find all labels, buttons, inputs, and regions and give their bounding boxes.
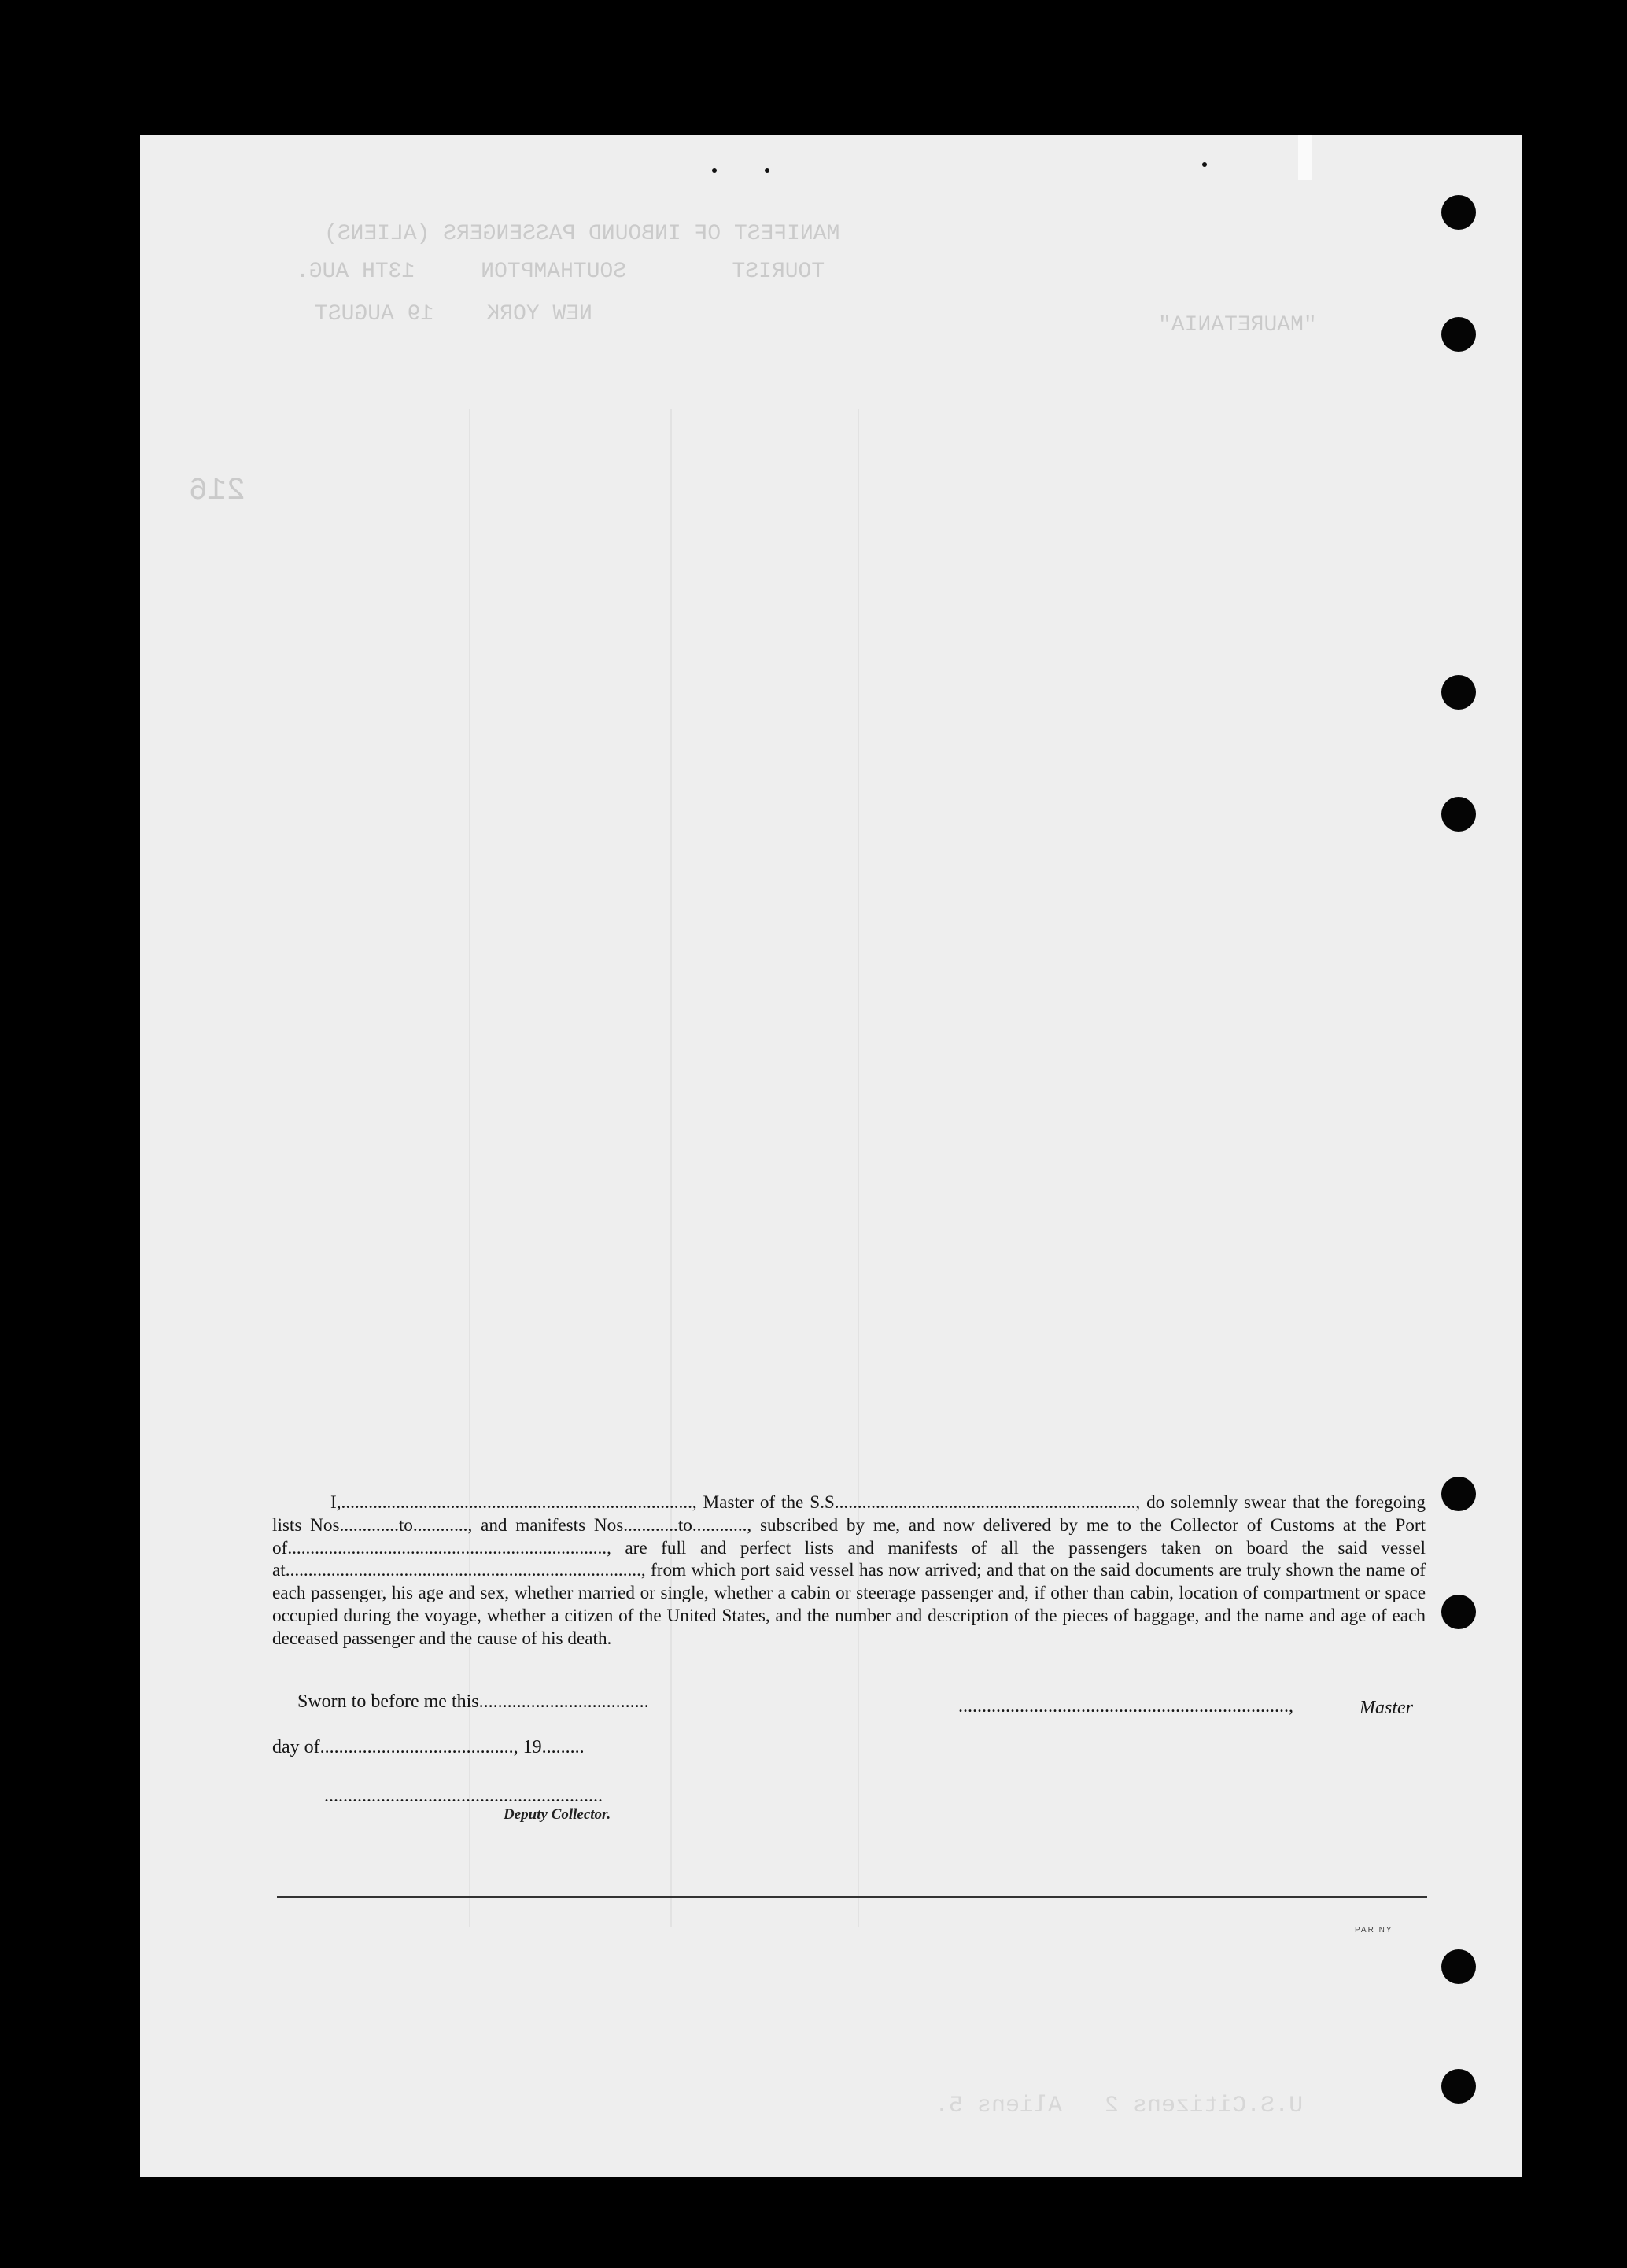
binder-hole <box>1441 675 1476 710</box>
printer-stamp: PAR NY <box>1355 1926 1393 1934</box>
binder-hole <box>1441 1595 1476 1629</box>
binder-hole <box>1441 2069 1476 2104</box>
bleed-through-ship: "MAURETANIA" <box>1158 313 1317 337</box>
bleed-through-header: TOURIST SOUTHAMPTON 13TH AUG. <box>296 260 825 284</box>
master-signature-line: ......................................................................, <box>958 1696 1298 1717</box>
paper-tear <box>1298 135 1312 180</box>
binder-hole <box>1441 317 1476 352</box>
bottom-rule <box>277 1896 1427 1898</box>
column-line <box>858 409 859 1927</box>
deputy-signature-line: ........................................................... <box>324 1786 603 1806</box>
day-of-line: day of........................................., 19......... <box>272 1737 585 1757</box>
bleed-through-header: NEW YORK 19 AUGUST <box>315 302 592 326</box>
binder-hole <box>1441 1477 1476 1511</box>
bleed-through-page-number: 216 <box>189 474 246 509</box>
ink-speck <box>1202 162 1207 167</box>
ink-speck <box>712 168 717 173</box>
bleed-through-footer: U.S.Citizens 2 Aliens 5. <box>935 2093 1304 2119</box>
deputy-collector-label: Deputy Collector. <box>504 1806 611 1823</box>
sworn-line: Sworn to before me this.................................... <box>297 1691 649 1712</box>
oath-text: I,............................................................................., Master of the S.S.................................................................., do solemnly swear that the foregoing lists Nos.............to............, and manifests Nos............to............, subscribed by me, and now delivered by me to the Collector of Customs at the Port of......................................................................, are full and perfect lists and manifests of all the passengers taken on board the said vessel at.............................................................................., from which port said vessel has now arrived; and that on the said documents are truly shown the name of each passenger, his age and sex, whether married or single, whether a cabin or steerage passenger and, if other than cabin, location of compartment or space occupied during the voyage, whether a citizen of the United States, and the number and description of the pieces of baggage, and the name and age of each deceased passenger and the cause of his death. <box>272 1492 1426 1649</box>
ink-speck <box>765 168 769 173</box>
binder-hole <box>1441 797 1476 832</box>
bleed-through-header: MANIFEST OF INBOUND PASSENGERS (ALIENS) <box>324 222 840 246</box>
binder-hole <box>1441 1949 1476 1984</box>
master-oath <box>272 1492 1426 1650</box>
binder-hole <box>1441 195 1476 230</box>
manifest-page <box>140 135 1522 2177</box>
master-label: Master <box>1360 1698 1413 1718</box>
column-line <box>670 409 672 1927</box>
